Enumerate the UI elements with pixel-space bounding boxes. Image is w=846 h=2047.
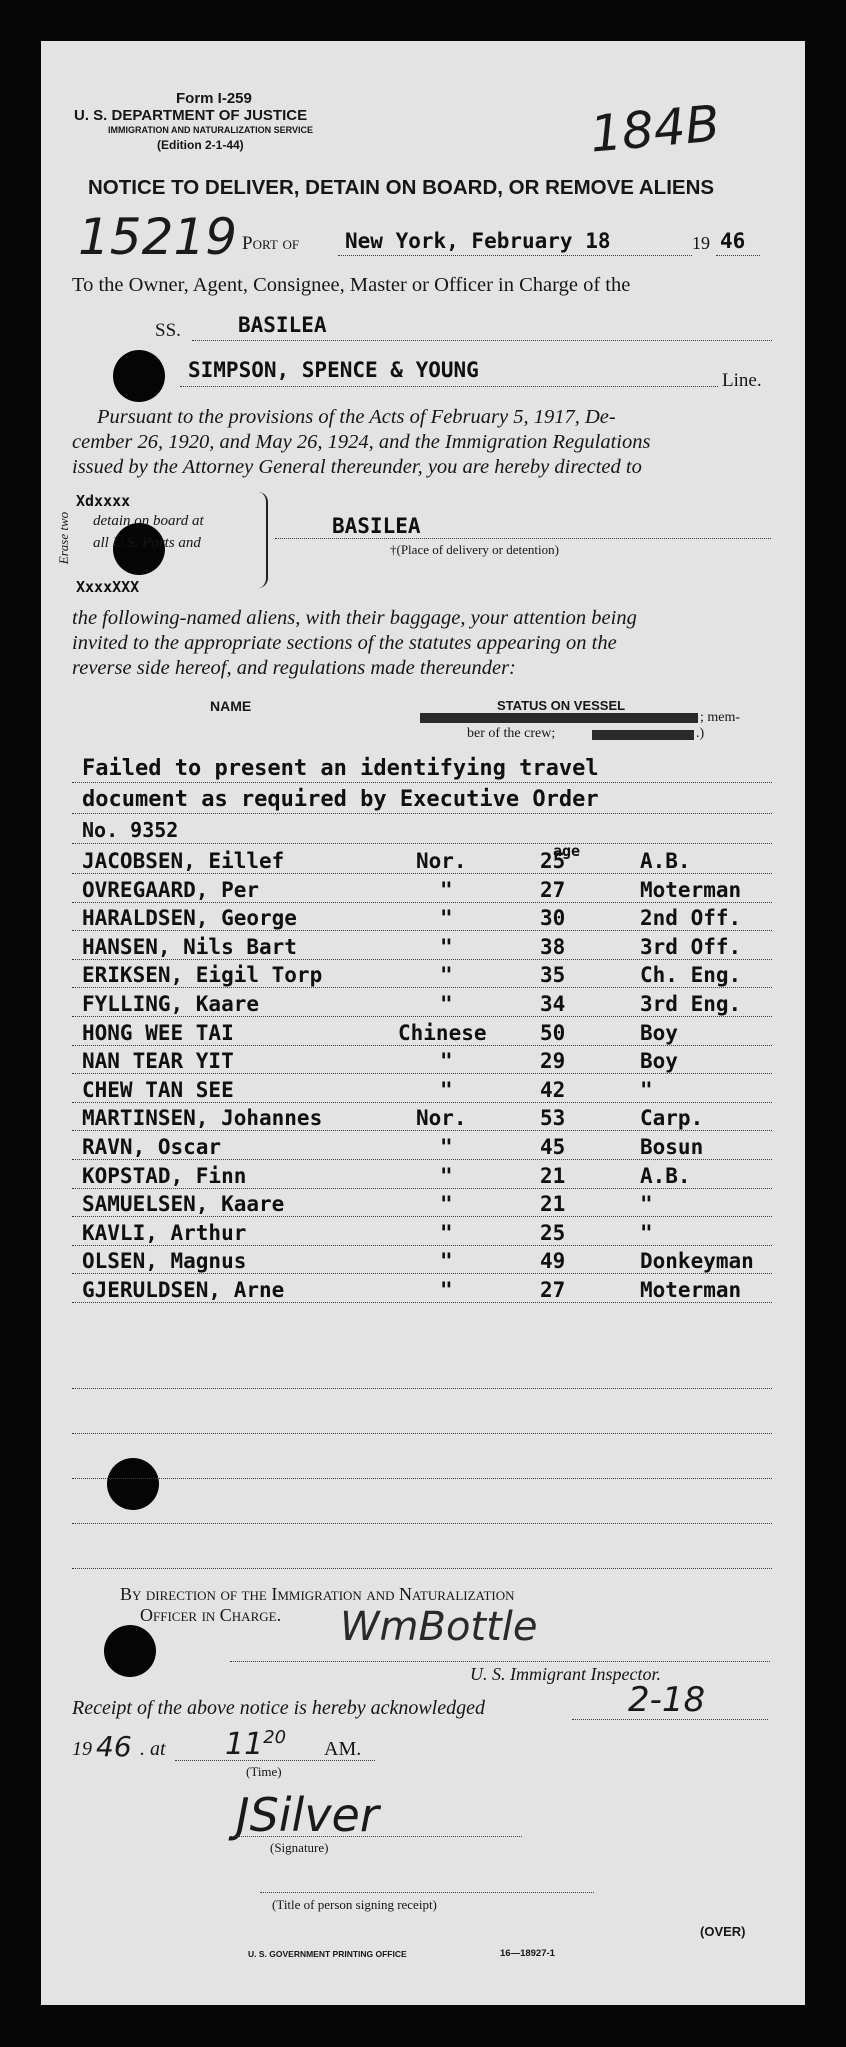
following-2: invited to the appropriate sections of the statutes appearing on the [72,632,617,654]
crew-nationality: " [440,934,453,959]
crew-nationality: " [440,963,453,988]
edition: (Edition 2-1-44) [157,138,244,152]
service: IMMIGRATION AND NATURALIZATION SERVICE [108,125,313,135]
receipt-date: 2-18 [628,1680,706,1720]
crew-name: HARALDSEN, George [82,906,297,931]
crew-rank: A.B. [640,1163,691,1188]
direction-1: By direction of the Immigration and Naturalization [120,1584,515,1604]
crew-nationality: " [440,1135,453,1159]
following-1: the following-named aliens, with their baggage, your attention being [72,607,637,629]
pursuant-3: issued by the Attorney General thereunder, you are hereby directed to [72,456,642,478]
crew-nationality: " [440,1077,453,1102]
name-header: NAME [210,698,252,714]
crew-rank: " [640,1077,653,1102]
handwritten-number: 15219 [78,208,238,266]
status-redaction-1 [420,713,698,723]
form-number: Form I-259 [176,90,252,107]
crew-age: 50 [540,1020,566,1045]
bracket [256,492,268,588]
crew-row-rule [72,1273,772,1274]
to-line: To the Owner, Agent, Consignee, Master or Officer in Charge of the [72,274,631,296]
crew-row-rule [72,873,772,874]
over-label: (OVER) [700,1924,746,1939]
crew-rank: Ch. Eng. [640,963,742,988]
crew-name: JACOBSEN, Eillef [82,849,285,873]
age-label: age [553,842,581,860]
crew-rank: Moterman [640,877,742,902]
crew-age: 25 [540,1220,566,1245]
handwritten-ref: 184B [587,94,723,164]
crew-nationality: " [440,906,453,931]
department: U. S. DEPARTMENT OF JUSTICE [74,107,308,124]
crew-rank: 3rd Off. [640,934,742,959]
crew-row-rule [72,1188,772,1189]
printing-number: 16—18927-1 [500,1948,555,1959]
status-sub-2: ber of the crew; [467,726,556,741]
option-ports: all U.S. Ports and [93,535,201,551]
crew-name: HONG WEE TAI [82,1020,234,1045]
crew-nationality: " [440,1163,453,1188]
place-value: BASILEA [332,514,421,538]
crew-nationality: " [440,992,453,1016]
receipt-text: Receipt of the above notice is hereby acknowledged [72,1697,485,1719]
crew-row-rule [72,987,772,988]
punch-hole-3 [107,1458,159,1510]
pursuant-1: Pursuant to the provisions of the Acts of February 5, 1917, De- [97,406,616,428]
crew-age: 34 [540,992,566,1016]
crew-nationality: Nor. [416,1106,467,1131]
crew-name: GJERULDSEN, Arne [82,1278,285,1302]
crew-age: 38 [540,934,566,959]
crew-rank: A.B. [640,849,691,873]
crew-rank: Bosun [640,1135,704,1159]
option-detain: detain on board at [93,513,204,529]
crew-row-rule [72,1130,772,1131]
crew-name: NAN TEAR YIT [82,1049,234,1074]
crew-name: ERIKSEN, Eigil Torp [82,963,323,988]
crew-age: 45 [540,1135,566,1159]
crew-row-rule [72,1102,772,1103]
meridian: AM. [324,1738,362,1760]
crew-row-rule [72,959,772,960]
crew-name: RAVN, Oscar [82,1135,222,1159]
status-redaction-2 [592,730,694,740]
signature-caption: (Signature) [270,1840,329,1855]
crew-name: OVREGAARD, Per [82,877,260,902]
status-sub-1: ; mem- [700,710,741,725]
title-caption: (Title of person signing receipt) [272,1897,437,1912]
crew-age: 25 [540,849,566,873]
crew-rank: Boy [640,1049,678,1074]
crew-rank: Donkeyman [640,1249,754,1274]
typed-strike-2: XxxxXXX [76,578,140,596]
crew-nationality: " [440,1220,453,1245]
ss-label: SS. [155,320,181,341]
crew-rank: " [640,1192,653,1217]
form-title: NOTICE TO DELIVER, DETAIN ON BOARD, OR REMOVE ALIENS [88,176,715,199]
inspector-signature: WmBottle [340,1604,538,1650]
printing-office: U. S. GOVERNMENT PRINTING OFFICE [248,1949,407,1959]
crew-rank: Carp. [640,1106,704,1131]
crew-age: 27 [540,1278,566,1302]
receipt-time [225,1727,286,1762]
place-caption: †(Place of delivery or detention) [390,542,559,557]
crew-name: OLSEN, Magnus [82,1249,247,1274]
crew-nationality: " [440,1192,453,1217]
pursuant-2: cember 26, 1920, and May 26, 1924, and the Immigration Regulations [72,431,651,453]
crew-age: 27 [540,877,566,902]
time-minutes: 20 [263,1727,287,1748]
crew-row-rule [72,1045,772,1046]
erase-two-label: Erase two [56,511,72,565]
crew-nationality: " [440,877,453,902]
punch-hole-1 [113,350,165,402]
receipt-year: 46 [96,1730,132,1763]
receipt-year-prefix: 19 [72,1738,92,1760]
direction-2: Officer in Charge. [140,1605,282,1625]
crew-rank: Boy [640,1020,678,1045]
crew-rank: Moterman [640,1278,742,1302]
crew-nationality: " [440,1049,453,1074]
crew-age: 49 [540,1249,566,1274]
inspector-label: U. S. Immigrant Inspector. [470,1664,661,1684]
crew-row-rule [72,1159,772,1160]
crew-name: SAMUELSEN, Kaare [82,1192,285,1217]
crew-age: 21 [540,1192,566,1217]
crew-row-rule [72,1302,772,1303]
crew-age: 21 [540,1163,566,1188]
reason-1: Failed to present an identifying travel [82,756,599,781]
punch-hole-4 [104,1625,156,1677]
crew-name: MARTINSEN, Johannes [82,1106,323,1131]
crew-name: FYLLING, Kaare [82,992,260,1016]
crew-row-rule [72,902,772,903]
crew-nationality: Nor. [416,849,467,873]
line-label: Line. [722,370,762,391]
crew-row-rule [72,1073,772,1074]
reason-3: No. 9352 [82,818,179,842]
crew-row-rule [72,1245,772,1246]
crew-nationality: " [440,1249,453,1274]
port-value: New York, February 18 [345,229,611,253]
typed-strike-1: Xdxxxx [76,492,131,510]
crew-name: HANSEN, Nils Bart [82,934,297,959]
ss-value: BASILEA [238,313,327,337]
time-hour: 11 [225,1727,264,1762]
at-label: . at [140,1738,166,1760]
crew-row-rule [72,1216,772,1217]
year-value: 46 [720,229,746,253]
crew-row-rule [72,1016,772,1017]
crew-age: 30 [540,906,566,931]
following-3: reverse side hereof, and regulations made thereunder: [72,657,516,679]
crew-rank: 3rd Eng. [640,992,742,1016]
crew-name: KAVLI, Arthur [82,1220,247,1245]
crew-nationality: " [440,1278,453,1302]
crew-nationality: Chinese [398,1020,487,1045]
crew-age: 53 [540,1106,566,1131]
crew-row-rule [72,930,772,931]
status-sub-3: .) [696,726,705,741]
crew-age: 42 [540,1077,566,1102]
year-prefix: 19 [692,233,710,253]
port-label: Port of [242,233,300,254]
time-caption: (Time) [246,1764,282,1779]
crew-name: CHEW TAN SEE [82,1077,234,1102]
crew-rank: " [640,1220,653,1245]
reason-2: document as required by Executive Order [82,787,599,812]
receipt-signature: JSilver [236,1788,379,1842]
crew-age: 29 [540,1049,566,1074]
line-value: SIMPSON, SPENCE & YOUNG [188,358,479,382]
crew-age: 35 [540,963,566,988]
crew-name: KOPSTAD, Finn [82,1163,247,1188]
status-header: STATUS ON VESSEL [497,698,626,713]
crew-rank: 2nd Off. [640,906,742,931]
